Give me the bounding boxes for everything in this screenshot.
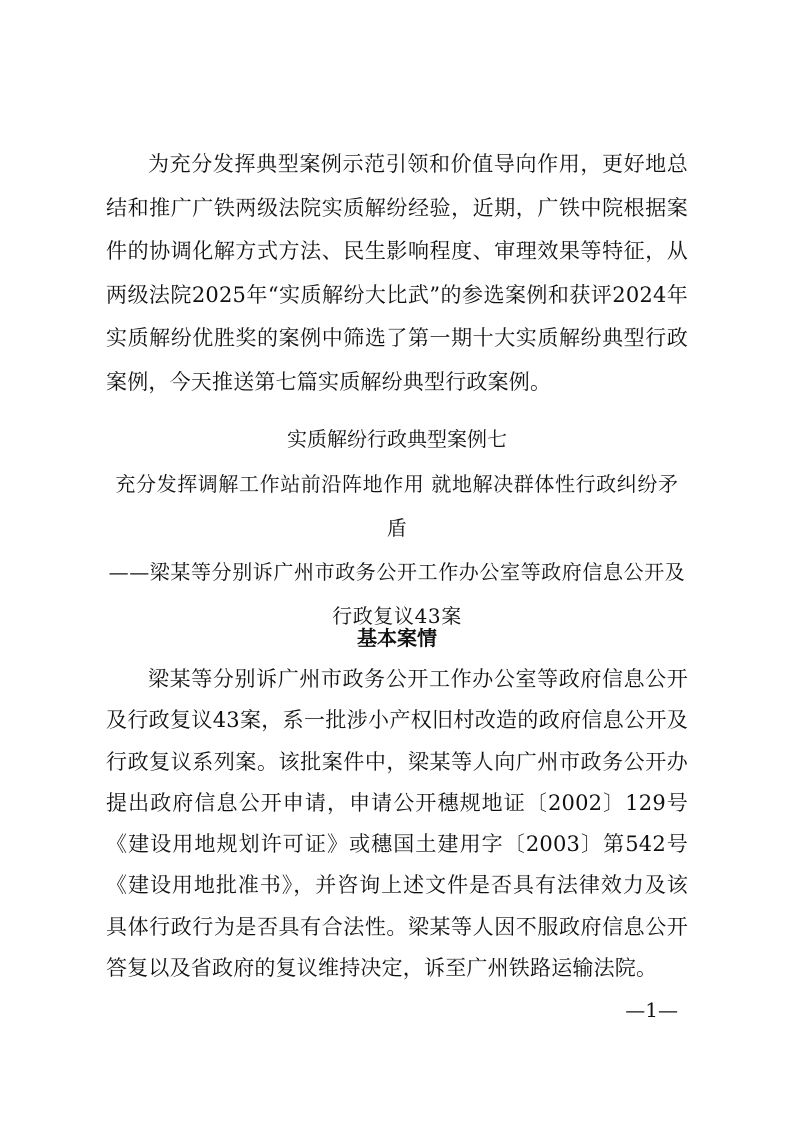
section-heading-basic-facts: 基本案情: [357, 626, 437, 650]
case-title: 实质解纷行政典型案例七: [287, 427, 507, 451]
basic-facts-paragraph: 梁某等分别诉广州市政务公开工作办公室等政府信息公开及行政复议43案，系一批涉小产权旧村改造的政府信息公开及行政复议系列案。该批案件中，梁某等人向广州市政务公开办提出政府信息公开申请，申请公开穗规地证〔2002〕129号《建设用地规划许可证》或穗国土建用字〔2003〕第542号《建设用地批准书》，并咨询上述文件是否具有法律效力及该具体行政行为是否具有合法性。梁某等人因不服政府信息公开答复以及省政府的复议维持决定，诉至广州铁路运输法院。: [106, 667, 688, 981]
page-number: —1—: [625, 998, 678, 1022]
case-subtitle-line-1: 充分发挥调解工作站前沿阵地作用 就地解决群体性行政纠纷矛盾: [115, 472, 679, 540]
case-subtitle-line-2: ——梁某等分别诉广州市政务公开工作办公室等政府信息公开及: [108, 560, 686, 584]
case-subtitle-line-3: 行政复议43案: [332, 604, 462, 628]
case-subtitle: [106, 462, 688, 638]
intro-paragraph: 为充分发挥典型案例示范引领和价值导向作用，更好地总结和推广广铁两级法院实质解纷经验，近期，广铁中院根据案件的协调化解方式方法、民生影响程度、审理效果等特征，从两级法院2025年“实质解纷大比武”的参选案例和获评2024年实质解纷优胜奖的案例中筛选了第一期十大实质解纷典型行政案例，今天推送第七篇实质解纷典型行政案例。: [106, 152, 688, 394]
